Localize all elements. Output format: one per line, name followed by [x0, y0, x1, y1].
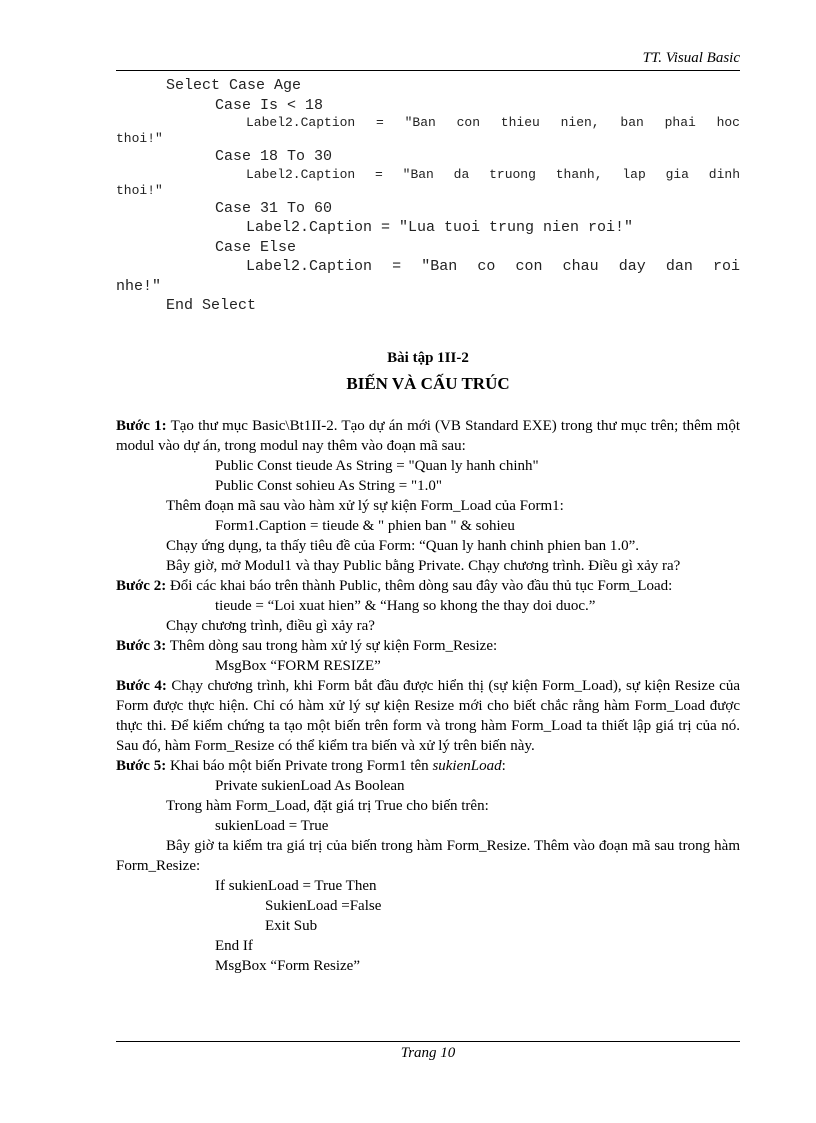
step-5: Bước 5: Khai báo một biến Private trong Form1 tên sukienLoad: [116, 758, 506, 774]
code-line: sukienLoad = True [215, 818, 329, 834]
code-line: Case 31 To 60 [215, 199, 333, 217]
code-line: tieude = “Loi xuat hien” & “Hang so khong the thay doi duoc.” [215, 598, 596, 614]
step-label: Bước 4: [116, 678, 167, 694]
paragraph: Chạy ứng dụng, ta thấy tiêu đề của Form: “Quan ly hanh chinh phien ban 1.0”. [166, 538, 640, 554]
code-line: thoi!" [116, 182, 163, 198]
step-2: Bước 2: Đổi các khai báo trên thành Public, thêm dòng sau đây vào đầu thủ tục Form_Load: [116, 578, 673, 594]
step-3: Bước 3: Thêm dòng sau trong hàm xử lý sự kiện Form_Resize: [116, 638, 498, 654]
page-number: Trang 10 [400, 1045, 456, 1061]
code-line: End If [215, 938, 253, 954]
code-line: Exit Sub [265, 918, 318, 934]
code-line: If sukienLoad = True Then [215, 878, 377, 894]
exercise-body [116, 416, 740, 976]
paragraph: Trong hàm Form_Load, đặt giá trị True cho biến trên: [166, 798, 489, 814]
code-block [116, 76, 740, 316]
code-line: Label2.Caption = "Ban da truong thanh, lap gia dinh [246, 166, 740, 182]
code-line: Label2.Caption = "Ban co con chau day dan roi [246, 258, 740, 275]
step-4: Bước 4: Chạy chương trình, khi Form bắt đầu được hiển thị (sự kiện Form_Load), sự kiện Resize của Form được thực hiện. Chỉ có hàm xử lý sự kiện Resize mới cho biết chắc rằng hàm Form_Load được thực thi. Để kiểm chứng ta tạo một biến trên form và trong hàm Form_Load ta thiết lập giá trị của nó. Sau đó, hàm Form_Resize có thể kiểm tra biến và xử lý trên biến này. [116, 678, 740, 754]
paragraph: Chạy chương trình, điều gì xảy ra? [166, 618, 375, 634]
exercise-number: Bài tập 1II-2 [387, 350, 469, 366]
code-line: Case Is < 18 [215, 96, 324, 114]
footer-rule [116, 1041, 740, 1042]
code-line: nhe!" [116, 277, 162, 295]
step-label: Bước 5: [116, 758, 167, 774]
code-line: MsgBox “Form Resize” [215, 958, 360, 974]
code-line: Private sukienLoad As Boolean [215, 778, 405, 794]
code-line: Select Case Age [166, 77, 302, 94]
paragraph: Bây giờ ta kiểm tra giá trị của biến trong hàm Form_Resize. Thêm vào đoạn mã sau trong hàm Form_Resize: [116, 838, 740, 874]
code-line: thoi!" [116, 131, 163, 146]
code-line: Form1.Caption = tieude & " phien ban " & sohieu [215, 518, 515, 534]
step-label: Bước 3: [116, 638, 167, 654]
code-line: Case 18 To 30 [215, 148, 333, 165]
exercise-title: BIẾN VÀ CẤU TRÚC [346, 374, 510, 393]
code-line: Public Const sohieu As String = "1.0" [215, 478, 442, 494]
code-line: End Select [166, 297, 257, 314]
variable-name: sukienLoad [432, 758, 502, 774]
code-line: Label2.Caption = "Ban con thieu nien, ban phai hoc [246, 115, 740, 130]
code-line: Public Const tieude As String = "Quan ly hanh chinh" [215, 458, 539, 474]
page-header: TT. Visual Basic [642, 50, 740, 66]
code-line: Label2.Caption = "Lua tuoi trung nien roi!" [246, 219, 634, 236]
code-line: MsgBox “FORM RESIZE” [215, 658, 381, 674]
paragraph: Bây giờ, mở Modul1 và thay Public bằng Private. Chạy chương trình. Điều gì xảy ra? [166, 558, 681, 574]
paragraph: Thêm đoạn mã sau vào hàm xử lý sự kiện Form_Load của Form1: [166, 498, 564, 514]
code-line: Case Else [215, 238, 297, 256]
step-label: Bước 1: [116, 418, 167, 434]
code-line: SukienLoad =False [265, 898, 382, 914]
step-label: Bước 2: [116, 578, 167, 594]
step-1: Bước 1: Tạo thư mục Basic\Bt1II-2. Tạo dự án mới (VB Standard EXE) trong thư mục trên; thêm một modul vào dự án, trong modul nay thêm vào đoạn mã sau: [116, 418, 740, 454]
header-rule [116, 70, 740, 71]
